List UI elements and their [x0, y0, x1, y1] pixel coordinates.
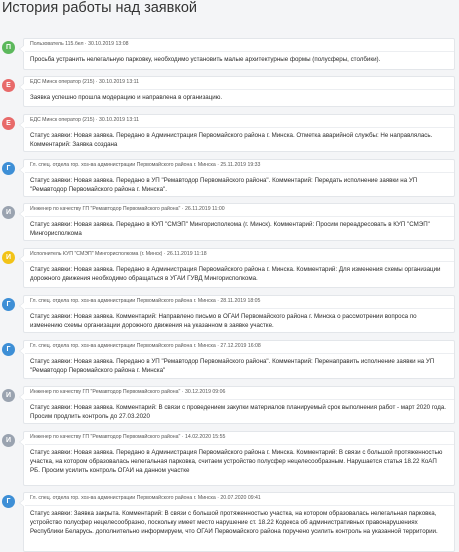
divider [24, 261, 454, 262]
entry-author-date: Гл. спец. отдела гор. хоз-ва администрации Первомайского района г. Минска · 28.11.2019 18:05 [30, 298, 261, 304]
author-avatar: Г [2, 343, 15, 356]
entry-author-date: Гл. спец. отдела гор. хоз-ва администрации Первомайского района г. Минска · 20.07.2020 09:41 [30, 495, 261, 501]
divider [24, 308, 454, 309]
history-card [23, 295, 455, 333]
author-avatar: П [2, 41, 15, 54]
author-avatar: И [2, 206, 15, 219]
divider [24, 172, 454, 173]
divider [24, 89, 454, 90]
entry-message: Просьба устранить нелегальную парковку, необходимо установить малые архитектурные формы (полусферы, столбики). [30, 56, 381, 63]
divider [24, 505, 454, 506]
entry-message: Заявка успешно прошла модерацию и направлена в организацию. [30, 94, 223, 101]
page-title: История работы над заявкой [2, 0, 198, 16]
entry-message: Статус заявки: Новая заявка. Передано в КУП "СМЭП" Мингорисполкома (г. Минск). Комментарий: Просим переадресовать в КУП "СМЭП" Мингорисполкома [30, 221, 430, 237]
entry-message: Статус заявки: Новая заявка. Передано в Администрация Первомайского района г. Минска. Комментарий: Для изменения схемы организации дорожного движения необходимо обращаться в УГАИ ГУВД Мингорисполкома. [30, 266, 441, 282]
divider [24, 216, 454, 217]
history-card [23, 340, 455, 379]
entry-message: Статус заявки: Новая заявка. Комментарий: В связи с проведением закупки материалов планируемый срок выполнения работ - март 2020 года. Просим продлить контроль до 27.03.2020 [30, 404, 447, 420]
entry-author-date: Инженер по качеству ГП "Ремавтодор Первомайского района" · 26.11.2019 11:00 [30, 206, 225, 212]
entry-message: Статус заявки: Новая заявка. Передано в Администрация Первомайского района г. Минска. Комментарий: В связи с большой протяженностью участка, на котором образовалась нелегальная парковка, считаем устройство полусфер нецелесообразным. Нарушается статья 18.22 КоАП РБ. Просим усилить контроль ОГАИ на данном участке [30, 449, 443, 474]
entry-message: Статус заявки: Новая заявка. Передано в Администрация Первомайского района г. Минска. Отметка аварийной службы: Не направлялась. Комментарий: Заявка создана [30, 132, 433, 148]
author-avatar: Е [2, 79, 15, 92]
entry-author-date: Исполнитель КУП "СМЭП" Мингорисполкома (г. Минск) · 26.11.2019 11:18 [30, 251, 207, 257]
entry-author-date: Инженер по качеству ГП "Ремавтодор Первомайского района" · 30.12.2019 09:06 [30, 389, 226, 395]
divider [24, 399, 454, 400]
history-card [23, 76, 455, 107]
divider [24, 127, 454, 128]
author-avatar: И [2, 251, 15, 264]
history-card [23, 159, 455, 197]
author-avatar: И [2, 434, 15, 447]
history-card [23, 248, 455, 288]
entry-message: Статус заявки: Новая заявка. Передано в УП "Ремавтодор Первомайского района". Комментарий: Передать исполнение заявки на УП "Ремавтодор Первомайского района г. Минска". [30, 177, 418, 193]
author-avatar: Г [2, 298, 15, 311]
entry-author-date: Гл. спец. отдела гор. хоз-ва администрации Первомайского района г. Минска · 25.11.2019 19:33 [30, 162, 261, 168]
history-card [23, 114, 455, 152]
divider [24, 444, 454, 445]
author-avatar: Г [2, 162, 15, 175]
history-card [23, 203, 455, 241]
divider [24, 353, 454, 354]
divider [24, 51, 454, 52]
author-avatar: И [2, 389, 15, 402]
author-avatar: Е [2, 117, 15, 130]
entry-message: Статус заявки: Новая заявка. Передано в УП "Ремавтодор Первомайского района". Комментарий: Перенаправить исполнение заявки на УП "Ремавтодор Первомайского района г. Минска" [30, 358, 435, 374]
entry-author-date: ЕДС Минск оператор (215) · 30.10.2019 13:11 [30, 79, 140, 85]
entry-author-date: ЕДС Минск оператор (215) · 30.10.2019 13:11 [30, 117, 140, 123]
history-card [23, 386, 455, 424]
history-card [23, 492, 455, 552]
entry-message: Статус заявки: Новая заявка. Комментарий: Направлено письмо в ОГАИ Первомайского района г. Минска о рассмотрении вопроса по изменению схемы организации дорожного движения на указанном в заявке участке. [30, 313, 417, 329]
author-avatar: Г [2, 495, 15, 508]
entry-author-date: Инженер по качеству ГП "Ремавтодор Первомайского района" · 14.02.2020 15:55 [30, 434, 226, 440]
history-card [23, 431, 455, 486]
entry-author-date: Гл. спец. отдела гор. хоз-ва администрации Первомайского района г. Минска · 27.12.2019 16:08 [30, 343, 261, 349]
history-card [23, 38, 455, 70]
entry-author-date: Пользователь 115.бел · 30.10.2019 13:08 [30, 41, 129, 47]
entry-message: Статус заявки: Заявка закрыта. Комментарий: В связи с большой протяженностью участка, на котором образовалась нелегальная парковка, устройство полусфер нецелесообразно, поскольку имеет место нарушение ст. 18.22 Кодекса об административных правонарушениях Республики Беларусь. дополнительно информируем, что ОГАИ Первомайского района поручено усилить контроль на указанной территории. [30, 510, 438, 535]
